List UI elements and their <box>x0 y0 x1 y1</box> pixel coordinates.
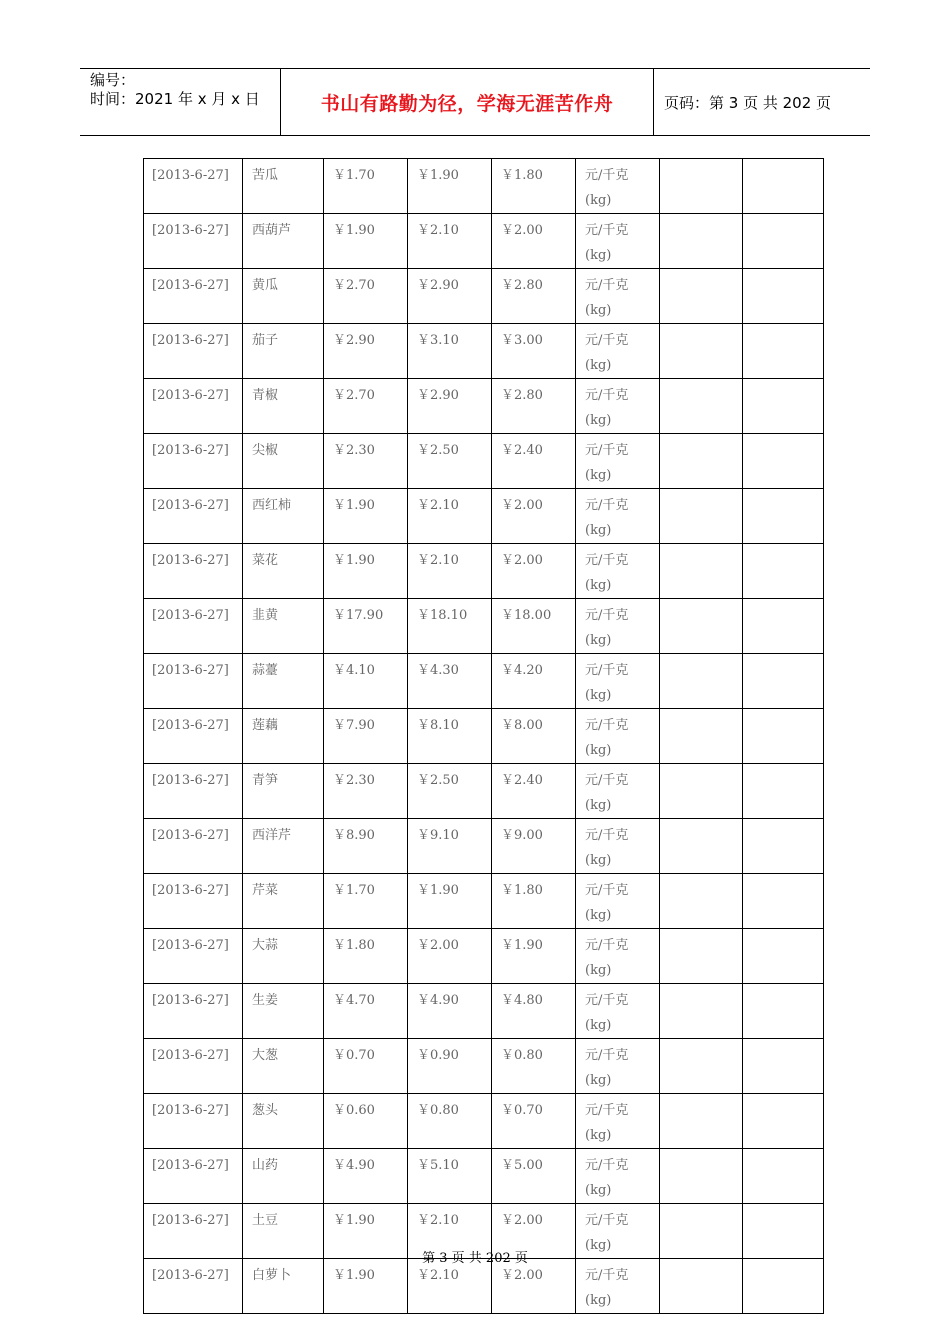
table-row <box>144 929 824 984</box>
empty-cell <box>660 874 743 929</box>
unit-label: 元/千克 <box>585 828 629 843</box>
date-cell: [2013-6-27] <box>144 214 243 269</box>
min-price-cell: ￥4.90 <box>324 1149 408 1204</box>
min-price-cell: ￥1.80 <box>324 929 408 984</box>
table-row <box>144 434 824 489</box>
date-cell: [2013-6-27] <box>144 709 243 764</box>
date-cell: [2013-6-27] <box>144 984 243 1039</box>
unit-cell <box>576 1149 660 1204</box>
unit-cell <box>576 214 660 269</box>
date-cell: [2013-6-27] <box>144 874 243 929</box>
max-price-cell: ￥4.30 <box>408 654 492 709</box>
date-cell: [2013-6-27] <box>144 654 243 709</box>
date-cell: [2013-6-27] <box>144 1039 243 1094</box>
unit-cell <box>576 874 660 929</box>
unit-label: 元/千克 <box>585 553 629 568</box>
max-price-cell: ￥2.90 <box>408 269 492 324</box>
unit-abbrev: (kg) <box>585 1183 612 1198</box>
empty-cell <box>660 159 743 214</box>
empty-cell <box>660 214 743 269</box>
min-price-cell: ￥2.90 <box>324 324 408 379</box>
empty-cell <box>743 544 824 599</box>
min-price-cell: ￥1.90 <box>324 1259 408 1314</box>
unit-abbrev: (kg) <box>585 1073 612 1088</box>
avg-price-cell: ￥2.40 <box>492 434 576 489</box>
avg-price-cell: ￥2.00 <box>492 1204 576 1259</box>
max-price-cell: ￥2.50 <box>408 434 492 489</box>
unit-label: 元/千克 <box>585 498 629 513</box>
avg-price-cell: ￥9.00 <box>492 819 576 874</box>
unit-abbrev: (kg) <box>585 358 612 373</box>
empty-cell <box>743 929 824 984</box>
empty-cell <box>660 1039 743 1094</box>
vegetable-name-cell: 西洋芹 <box>243 819 324 874</box>
empty-cell <box>743 1094 824 1149</box>
table-row <box>144 159 824 214</box>
unit-cell <box>576 159 660 214</box>
empty-cell <box>743 874 824 929</box>
min-price-cell: ￥1.70 <box>324 159 408 214</box>
max-price-cell: ￥8.10 <box>408 709 492 764</box>
table-row <box>144 709 824 764</box>
empty-cell <box>660 599 743 654</box>
min-price-cell: ￥2.30 <box>324 434 408 489</box>
unit-abbrev: (kg) <box>585 853 612 868</box>
unit-abbrev: (kg) <box>585 963 612 978</box>
date-cell: [2013-6-27] <box>144 1094 243 1149</box>
min-price-cell: ￥1.90 <box>324 489 408 544</box>
min-price-cell: ￥7.90 <box>324 709 408 764</box>
avg-price-cell: ￥5.00 <box>492 1149 576 1204</box>
vegetable-name-cell: 山药 <box>243 1149 324 1204</box>
min-price-cell: ￥0.70 <box>324 1039 408 1094</box>
vegetable-name-cell: 葱头 <box>243 1094 324 1149</box>
vegetable-name-cell: 白萝卜 <box>243 1259 324 1314</box>
price-table-body <box>144 159 824 1314</box>
empty-cell <box>660 1149 743 1204</box>
unit-cell <box>576 379 660 434</box>
unit-label: 元/千克 <box>585 663 629 678</box>
date-cell: [2013-6-27] <box>144 324 243 379</box>
empty-cell <box>660 929 743 984</box>
avg-price-cell: ￥1.90 <box>492 929 576 984</box>
date-cell: [2013-6-27] <box>144 1259 243 1314</box>
date-cell: [2013-6-27] <box>144 764 243 819</box>
vegetable-name-cell: 土豆 <box>243 1204 324 1259</box>
max-price-cell: ￥9.10 <box>408 819 492 874</box>
avg-price-cell: ￥2.00 <box>492 544 576 599</box>
unit-abbrev: (kg) <box>585 578 612 593</box>
page-header <box>80 68 870 136</box>
unit-abbrev: (kg) <box>585 248 612 263</box>
date-cell: [2013-6-27] <box>144 269 243 324</box>
max-price-cell: ￥5.10 <box>408 1149 492 1204</box>
empty-cell <box>660 269 743 324</box>
table-row <box>144 819 824 874</box>
header-meta <box>80 69 281 135</box>
table-row <box>144 654 824 709</box>
avg-price-cell: ￥3.00 <box>492 324 576 379</box>
min-price-cell: ￥2.30 <box>324 764 408 819</box>
empty-cell <box>743 1149 824 1204</box>
empty-cell <box>743 489 824 544</box>
unit-abbrev: (kg) <box>585 1238 612 1253</box>
min-price-cell: ￥0.60 <box>324 1094 408 1149</box>
vegetable-name-cell: 菜花 <box>243 544 324 599</box>
max-price-cell: ￥2.50 <box>408 764 492 819</box>
unit-cell <box>576 654 660 709</box>
date-cell: [2013-6-27] <box>144 159 243 214</box>
header-page-code: 页码：第 3 页 共 202 页 <box>664 93 832 112</box>
unit-label: 元/千克 <box>585 388 629 403</box>
avg-price-cell: ￥2.00 <box>492 214 576 269</box>
max-price-cell: ￥0.80 <box>408 1094 492 1149</box>
vegetable-name-cell: 莲藕 <box>243 709 324 764</box>
unit-label: 元/千克 <box>585 1158 629 1173</box>
date-cell: [2013-6-27] <box>144 489 243 544</box>
vegetable-name-cell: 苦瓜 <box>243 159 324 214</box>
min-price-cell: ￥17.90 <box>324 599 408 654</box>
max-price-cell: ￥3.10 <box>408 324 492 379</box>
empty-cell <box>660 544 743 599</box>
vegetable-name-cell: 茄子 <box>243 324 324 379</box>
unit-label: 元/千克 <box>585 993 629 1008</box>
unit-label: 元/千克 <box>585 223 629 238</box>
avg-price-cell: ￥2.80 <box>492 379 576 434</box>
empty-cell <box>660 379 743 434</box>
unit-abbrev: (kg) <box>585 413 612 428</box>
empty-cell <box>660 764 743 819</box>
vegetable-name-cell: 韭黄 <box>243 599 324 654</box>
vegetable-name-cell: 西葫芦 <box>243 214 324 269</box>
max-price-cell: ￥1.90 <box>408 159 492 214</box>
page-footer: 第 3 页 共 202 页 <box>422 1251 528 1266</box>
min-price-cell: ￥4.10 <box>324 654 408 709</box>
vegetable-name-cell: 蒜薹 <box>243 654 324 709</box>
max-price-cell: ￥2.10 <box>408 1259 492 1314</box>
unit-cell <box>576 489 660 544</box>
vegetable-name-cell: 尖椒 <box>243 434 324 489</box>
max-price-cell: ￥18.10 <box>408 599 492 654</box>
min-price-cell: ￥1.90 <box>324 1204 408 1259</box>
max-price-cell: ￥2.10 <box>408 489 492 544</box>
empty-cell <box>660 709 743 764</box>
avg-price-cell: ￥2.80 <box>492 269 576 324</box>
table-row <box>144 269 824 324</box>
table-row <box>144 379 824 434</box>
unit-cell <box>576 929 660 984</box>
empty-cell <box>743 159 824 214</box>
empty-cell <box>743 709 824 764</box>
unit-label: 元/千克 <box>585 443 629 458</box>
date-cell: [2013-6-27] <box>144 434 243 489</box>
unit-abbrev: (kg) <box>585 798 612 813</box>
avg-price-cell: ￥2.00 <box>492 1259 576 1314</box>
empty-cell <box>660 489 743 544</box>
empty-cell <box>743 324 824 379</box>
date-cell: [2013-6-27] <box>144 1149 243 1204</box>
date-cell: [2013-6-27] <box>144 599 243 654</box>
unit-label: 元/千克 <box>585 168 629 183</box>
max-price-cell: ￥2.90 <box>408 379 492 434</box>
max-price-cell: ￥4.90 <box>408 984 492 1039</box>
empty-cell <box>743 214 824 269</box>
unit-label: 元/千克 <box>585 1213 629 1228</box>
avg-price-cell: ￥8.00 <box>492 709 576 764</box>
max-price-cell: ￥2.10 <box>408 544 492 599</box>
date-cell: [2013-6-27] <box>144 544 243 599</box>
table-row <box>144 1094 824 1149</box>
unit-cell <box>576 819 660 874</box>
empty-cell <box>660 984 743 1039</box>
table-row <box>144 599 824 654</box>
unit-abbrev: (kg) <box>585 908 612 923</box>
empty-cell <box>743 379 824 434</box>
vegetable-name-cell: 生姜 <box>243 984 324 1039</box>
min-price-cell: ￥2.70 <box>324 379 408 434</box>
unit-cell <box>576 984 660 1039</box>
unit-label: 元/千克 <box>585 1268 629 1283</box>
unit-label: 元/千克 <box>585 883 629 898</box>
empty-cell <box>660 654 743 709</box>
max-price-cell: ￥1.90 <box>408 874 492 929</box>
vegetable-name-cell: 青椒 <box>243 379 324 434</box>
unit-abbrev: (kg) <box>585 743 612 758</box>
unit-abbrev: (kg) <box>585 1018 612 1033</box>
table-row <box>144 214 824 269</box>
empty-cell <box>743 654 824 709</box>
table-row <box>144 1039 824 1094</box>
table-row <box>144 489 824 544</box>
unit-abbrev: (kg) <box>585 468 612 483</box>
unit-label: 元/千克 <box>585 608 629 623</box>
avg-price-cell: ￥1.80 <box>492 159 576 214</box>
min-price-cell: ￥1.90 <box>324 544 408 599</box>
vegetable-name-cell: 芹菜 <box>243 874 324 929</box>
doc-number-label: 编号： <box>90 71 136 89</box>
avg-price-cell: ￥2.40 <box>492 764 576 819</box>
unit-cell <box>576 544 660 599</box>
unit-cell <box>576 1094 660 1149</box>
empty-cell <box>660 1094 743 1149</box>
price-table <box>143 158 824 1314</box>
table-row <box>144 984 824 1039</box>
empty-cell <box>743 1039 824 1094</box>
unit-label: 元/千克 <box>585 1048 629 1063</box>
table-row <box>144 1149 824 1204</box>
unit-label: 元/千克 <box>585 278 629 293</box>
vegetable-name-cell: 西红柿 <box>243 489 324 544</box>
max-price-cell: ￥2.10 <box>408 214 492 269</box>
empty-cell <box>743 599 824 654</box>
unit-cell <box>576 1259 660 1314</box>
vegetable-name-cell: 黄瓜 <box>243 269 324 324</box>
date-cell: [2013-6-27] <box>144 379 243 434</box>
unit-abbrev: (kg) <box>585 1293 612 1308</box>
avg-price-cell: ￥0.70 <box>492 1094 576 1149</box>
date-label: 时间：2021 年 x 月 x 日 <box>90 90 260 108</box>
unit-label: 元/千克 <box>585 938 629 953</box>
empty-cell <box>743 764 824 819</box>
unit-label: 元/千克 <box>585 773 629 788</box>
empty-cell <box>743 984 824 1039</box>
min-price-cell: ￥4.70 <box>324 984 408 1039</box>
unit-label: 元/千克 <box>585 333 629 348</box>
empty-cell <box>660 434 743 489</box>
table-row <box>144 874 824 929</box>
unit-cell <box>576 324 660 379</box>
date-cell: [2013-6-27] <box>144 819 243 874</box>
min-price-cell: ￥2.70 <box>324 269 408 324</box>
table-row <box>144 324 824 379</box>
table-row <box>144 1259 824 1314</box>
unit-abbrev: (kg) <box>585 688 612 703</box>
min-price-cell: ￥1.90 <box>324 214 408 269</box>
avg-price-cell: ￥4.80 <box>492 984 576 1039</box>
table-row <box>144 764 824 819</box>
unit-abbrev: (kg) <box>585 193 612 208</box>
vegetable-name-cell: 大蒜 <box>243 929 324 984</box>
avg-price-cell: ￥1.80 <box>492 874 576 929</box>
unit-abbrev: (kg) <box>585 523 612 538</box>
vegetable-name-cell: 青笋 <box>243 764 324 819</box>
avg-price-cell: ￥4.20 <box>492 654 576 709</box>
avg-price-cell: ￥18.00 <box>492 599 576 654</box>
empty-cell <box>660 1259 743 1314</box>
unit-abbrev: (kg) <box>585 633 612 648</box>
unit-cell <box>576 434 660 489</box>
min-price-cell: ￥8.90 <box>324 819 408 874</box>
unit-abbrev: (kg) <box>585 303 612 318</box>
unit-cell <box>576 1039 660 1094</box>
empty-cell <box>743 1259 824 1314</box>
max-price-cell: ￥2.10 <box>408 1204 492 1259</box>
date-cell: [2013-6-27] <box>144 1204 243 1259</box>
date-cell: [2013-6-27] <box>144 929 243 984</box>
empty-cell <box>660 324 743 379</box>
empty-cell <box>743 434 824 489</box>
unit-label: 元/千克 <box>585 1103 629 1118</box>
max-price-cell: ￥0.90 <box>408 1039 492 1094</box>
unit-abbrev: (kg) <box>585 1128 612 1143</box>
max-price-cell: ￥2.00 <box>408 929 492 984</box>
empty-cell <box>660 819 743 874</box>
unit-cell <box>576 709 660 764</box>
unit-cell <box>576 599 660 654</box>
min-price-cell: ￥1.70 <box>324 874 408 929</box>
unit-label: 元/千克 <box>585 718 629 733</box>
avg-price-cell: ￥0.80 <box>492 1039 576 1094</box>
empty-cell <box>743 269 824 324</box>
table-row <box>144 544 824 599</box>
header-motto: 书山有路勤为径，学海无涯苦作舟 <box>281 69 654 135</box>
unit-cell <box>576 764 660 819</box>
vegetable-name-cell: 大葱 <box>243 1039 324 1094</box>
unit-cell <box>576 269 660 324</box>
empty-cell <box>743 819 824 874</box>
avg-price-cell: ￥2.00 <box>492 489 576 544</box>
